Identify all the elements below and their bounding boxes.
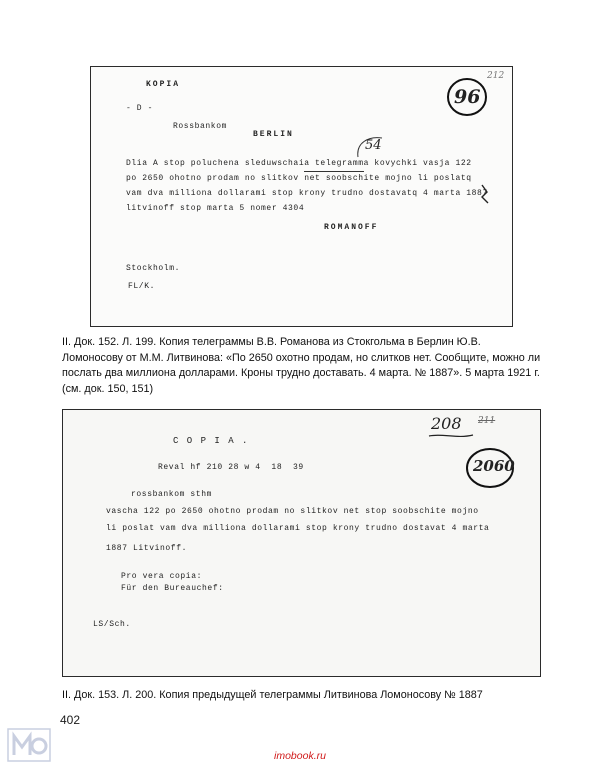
pencil-mark-icon	[479, 183, 491, 205]
doc2-copy-note: Pro vera copia:	[121, 572, 203, 581]
telegram-copy-image-1	[90, 66, 513, 327]
handwritten-corner-number: 212	[487, 71, 505, 81]
doc2-body-line: 1887 Litvinoff.	[106, 544, 188, 553]
doc1-body-line: litvinoff stop marta 5 nomer 4304	[126, 204, 305, 213]
doc2-body-line: vascha 122 po 2650 ohotno prodam no slitkov net stop soobschite mojno	[106, 507, 479, 516]
doc2-addressee: rossbankom sthm	[131, 490, 213, 499]
doc2-header: C O P I A .	[173, 436, 249, 446]
handwritten-number: 96	[454, 86, 481, 108]
handwritten-circled-number: 2060	[473, 457, 515, 475]
handwritten-number: 208	[431, 414, 462, 433]
doc1-city: BERLIN	[253, 130, 294, 139]
doc1-body-line: Dlia A stop poluchena sleduwschaia telegramma kovychki vasja 122	[126, 159, 472, 168]
handwritten-underline	[427, 432, 475, 440]
doc1-header: KOPIA	[146, 80, 181, 89]
doc1-underline	[304, 171, 364, 172]
doc1-place: Stockholm.	[126, 264, 181, 273]
page-number: 402	[60, 713, 81, 727]
doc1-body-line: vam dva milliona dollarami stop krony trudno dostavatq 4 marta 1887	[126, 189, 488, 198]
telegram-copy-image-2	[62, 409, 541, 677]
doc2-body-line: li poslat vam dva milliona dollarami stop krony trudno dostavat 4 marta	[106, 524, 490, 533]
doc2-copy-note: Für den Bureauchef:	[121, 584, 224, 593]
handwritten-54: 54	[365, 138, 382, 153]
doc2-initials: LS/Sch.	[93, 620, 131, 629]
doc1-body-line: po 2650 ohotno prodam no slitkov net soobschite mojno li poslatq	[126, 174, 472, 183]
doc1-signature: ROMANOFF	[324, 223, 379, 232]
site-link[interactable]: imobook.ru	[274, 750, 326, 762]
doc1-mark: - D -	[126, 104, 154, 113]
doc1-initials: FL/K.	[128, 282, 156, 291]
handwritten-corner-number: 211	[478, 416, 496, 426]
doc2-routing: Reval hf 210 28 w 4 18 39	[158, 463, 304, 472]
caption-doc-153: II. Док. 153. Л. 200. Копия предыдущей телеграммы Литвинова Ломоносову № 1887	[62, 689, 483, 701]
caption-doc-152: II. Док. 152. Л. 199. Копия телеграммы В.В. Романова из Стокгольма в Берлин Ю.В. Ломоносову от М.М. Литвинова: «По 2650 охотно продам, но слитков нет. Сообщите, можно ли послать два миллиона долларами. Кроны трудно доставать. 4 марта. № 1887». 5 марта 1921 г. (см. док. 150, 151)	[62, 336, 541, 395]
doc1-addressee: Rossbankom	[173, 122, 228, 131]
